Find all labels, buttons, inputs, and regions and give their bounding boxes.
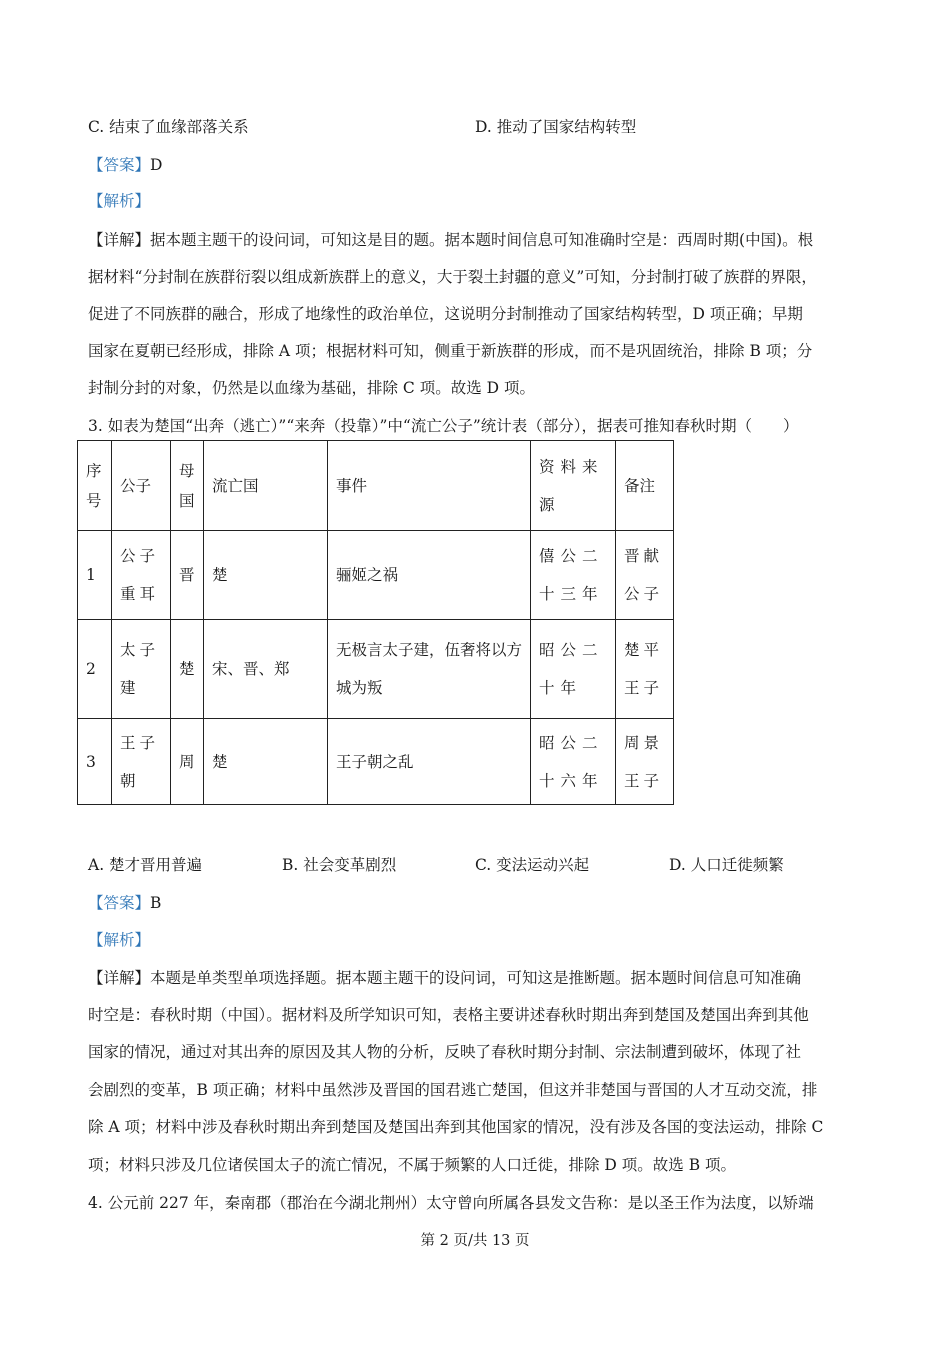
detail-line: 会剧烈的变革，B 项正确；材料中虽然涉及晋国的国君逃亡楚国，但这并非楚国与晋国的人才互动交流，排 (88, 1081, 818, 1099)
answer-line (88, 893, 161, 913)
detail-line: 时空是：春秋时期（中国）。据材料及所学知识可知，表格主要讲述春秋时期出奔到楚国及楚国出奔到其他 (88, 1006, 809, 1024)
answer-value: D (150, 156, 163, 174)
detail-line: 项；材料只涉及几位诸侯国太子的流亡情况，不属于频繁的人口迁徙，排除 D 项。故选 B 项。 (88, 1156, 737, 1174)
option-a: A. 楚才晋用普遍 (88, 856, 203, 874)
table-row: 3 王子朝 周 楚 王子朝之乱 昭公二十六年 周景王子 (78, 719, 674, 805)
detail-line: 促进了不同族群的融合，形成了地缘性的政治单位，这说明分封制推动了国家结构转型，D 项正确；早期 (88, 305, 803, 323)
table-header-cell: 公子 (112, 441, 171, 531)
answer-tag: 【答案】 (88, 156, 151, 174)
option-b: B. 社会变革剧烈 (282, 856, 397, 874)
table-header-cell: 资料来源 (531, 441, 616, 531)
option-c: C. 变法运动兴起 (475, 856, 590, 874)
detail-tag: 【详解】 (88, 969, 151, 987)
answer-line (88, 155, 162, 175)
option-d: D. 推动了国家结构转型 (475, 118, 637, 136)
exile-table (77, 440, 674, 805)
detail-line: 除 A 项；材料中涉及春秋时期出奔到楚国及楚国出奔到其他国家的情况，没有涉及各国的变法运动，排除 C (88, 1118, 824, 1136)
analysis-tag: 【解析】 (88, 931, 151, 949)
table-header-cell: 流亡国 (204, 441, 328, 531)
detail-line: 国家的情况，通过对其出奔的原因及其人物的分析，反映了春秋时期分封制、宗法制遭到破坏，体现了社 (88, 1043, 802, 1061)
detail-line: 【详解】据本题主题干的设问词，可知这是目的题。据本题时间信息可知准确时空是：西周时期(中国)。根 (88, 231, 814, 249)
detail-line: 封制分封的对象，仍然是以血缘为基础，排除 C 项。故选 D 项。 (88, 379, 535, 397)
analysis-tag: 【解析】 (88, 192, 151, 210)
answer-tag: 【答案】 (88, 894, 151, 912)
option-d: D. 人口迁徙频繁 (669, 856, 784, 874)
table-row: 2 太子建 楚 宋、晋、郑 无极言太子建，伍奢将以方城为叛 昭公二十年 楚平王子 (78, 620, 674, 719)
detail-line: 【详解】本题是单类型单项选择题。据本题主题干的设问词，可知这是推断题。据本题时间信息可知准确 (88, 969, 802, 987)
detail-line: 据材料“分封制在族群衍裂以组成新族群上的意义，大于裂土封疆的意义”可知，分封制打破了族群的界限， (88, 268, 817, 286)
table-header-cell: 母国 (171, 441, 204, 531)
detail-tag: 【详解】 (88, 231, 151, 249)
table-row: 1 公子重耳 晋 楚 骊姬之祸 僖公二十三年 晋献公子 (78, 531, 674, 620)
answer-value: B (150, 894, 162, 912)
table-header-row (78, 441, 674, 531)
page-footer: 第 2 页/共 13 页 (420, 1233, 530, 1249)
question-stem: 3. 如表为楚国“出奔（逃亡）”“来奔（投靠）”中“流亡公子”统计表（部分），据表可推知春秋时期（ ） (88, 417, 799, 435)
detail-line: 国家在夏朝已经形成，排除 A 项；根据材料可知，侧重于新族群的形成，而不是巩固统治，排除 B 项；分 (88, 342, 813, 360)
table-header-cell: 序号 (78, 441, 112, 531)
table-header-cell: 事件 (328, 441, 531, 531)
question-stem: 4. 公元前 227 年，秦南郡（郡治在今湖北荆州）太守曾向所属各县发文告称：是以圣王作为法度，以矫端 (88, 1194, 814, 1212)
option-c: C. 结束了血缘部落关系 (88, 118, 249, 136)
table-header-cell: 备注 (616, 441, 674, 531)
